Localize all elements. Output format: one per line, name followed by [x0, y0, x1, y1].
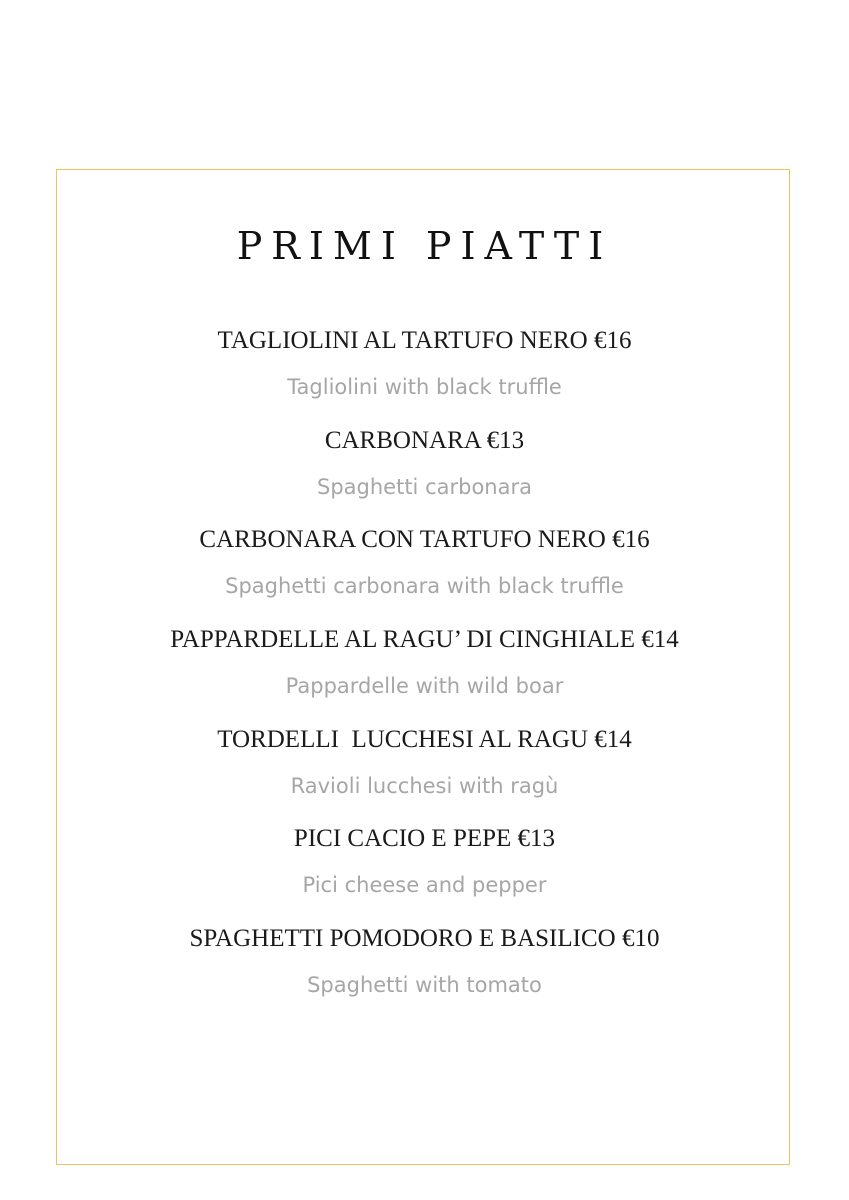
menu-item — [0, 720, 849, 820]
dish-name: CARBONARA CON TARTUFO NERO €16 — [199, 526, 650, 554]
dish-name: PAPPARDELLE AL RAGU’ DI CINGHIALE €14 — [170, 626, 679, 654]
dish-description: Spaghetti carbonara — [317, 474, 532, 499]
dish-description: Spaghetti with tomato — [307, 973, 542, 998]
menu-item — [0, 421, 849, 521]
menu-item — [0, 919, 849, 1019]
menu-item — [0, 520, 849, 620]
dish-description: Pappardelle with wild boar — [285, 674, 564, 699]
dish-name: SPAGHETTI POMODORO E BASILICO €10 — [189, 925, 660, 953]
menu-item — [0, 321, 849, 421]
dish-description: Ravioli lucchesi with ragù — [290, 773, 559, 798]
dish-name: TORDELLI LUCCHESI AL RAGU €14 — [217, 725, 632, 753]
dish-name: PICI CACIO E PEPE €13 — [293, 825, 556, 853]
menu-list — [0, 321, 849, 1019]
menu-item — [0, 620, 849, 720]
dish-name: CARBONARA €13 — [324, 426, 525, 454]
menu-item — [0, 819, 849, 919]
dish-description: Pici cheese and pepper — [302, 873, 547, 898]
dish-name: TAGLIOLINI AL TARTUFO NERO €16 — [217, 327, 632, 354]
menu-title: PRIMI PIATTI — [236, 224, 613, 268]
dish-description: Spaghetti carbonara with black truffle — [225, 574, 624, 599]
dish-description: Tagliolini with black truffle — [287, 375, 562, 399]
